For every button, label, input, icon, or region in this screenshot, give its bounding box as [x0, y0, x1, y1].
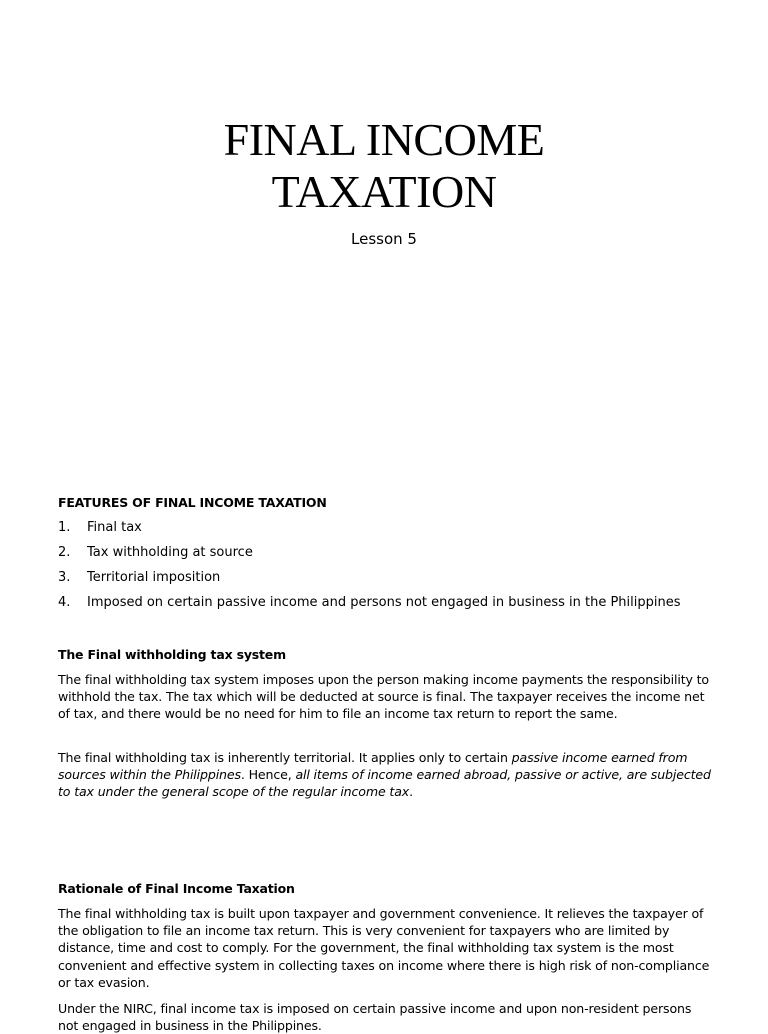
document-title	[0, 114, 768, 218]
features-heading: FEATURES OF FINAL INCOME TAXATION	[58, 495, 327, 510]
list-item	[58, 594, 713, 619]
withholding-section	[58, 646, 713, 663]
withholding-paragraph-2-container	[58, 749, 713, 801]
list-item	[58, 569, 713, 594]
list-item-text: Imposed on certain passive income and persons not engaged in business in the Philippines	[87, 595, 681, 610]
features-list-container	[58, 519, 713, 619]
withholding-paragraph-1: The final withholding tax system imposes upon the person making income payments the responsibility to withhold the tax. The tax which will be deducted at source is final. The taxpayer receives the income net of tax, and there would be no need for him to file an income tax return to report the same.	[58, 672, 709, 722]
withholding-paragraph-1-container	[58, 671, 713, 723]
lesson-subtitle: Lesson 5	[351, 230, 417, 248]
paragraph-italic-text: passive income earned from sources within the Philippines	[58, 750, 688, 783]
rationale-section	[58, 880, 713, 897]
rationale-paragraph-1: The final withholding tax is built upon taxpayer and government convenience. It relieves the taxpayer of the obligation to file an income tax return. This is very convenient for taxpayers who are limited by distance, time and cost to comply. For the government, the final withholding tax system is the most convenient and effective system in collecting taxes on income where there is high risk of non-compliance or tax evasion.	[58, 906, 710, 990]
paragraph-italic-text: all items of income earned abroad, passive or active, are subjected to tax under the general scope of the regular income tax	[58, 767, 711, 800]
list-item-number: 2.	[58, 545, 71, 560]
paragraph-text: . Hence,	[240, 767, 296, 783]
list-item-text: Tax withholding at source	[87, 545, 253, 560]
features-list	[58, 519, 713, 619]
rationale-paragraph-2-container	[58, 1000, 713, 1034]
rationale-paragraph-2: Under the NIRC, final income tax is imposed on certain passive income and upon non-resident persons not engaged in business in the Philippines.	[58, 1001, 692, 1034]
list-item-number: 1.	[58, 520, 71, 535]
list-item-text: Territorial imposition	[87, 570, 221, 585]
features-section	[58, 494, 713, 511]
paragraph-text: The final withholding tax is inherently territorial. It applies only to certain	[58, 750, 512, 765]
list-item	[58, 544, 713, 569]
list-item-number: 4.	[58, 595, 71, 610]
title-line-2: TAXATION	[271, 166, 497, 217]
list-item	[58, 519, 713, 544]
withholding-heading: The Final withholding tax system	[58, 647, 286, 662]
withholding-paragraph-2	[58, 749, 713, 801]
title-line-1: FINAL INCOME	[223, 114, 545, 165]
list-item-number: 3.	[58, 570, 71, 585]
list-item-text: Final tax	[87, 520, 142, 535]
rationale-heading: Rationale of Final Income Taxation	[58, 881, 295, 896]
rationale-paragraph-1-container	[58, 905, 713, 991]
paragraph-text: .	[409, 784, 413, 800]
